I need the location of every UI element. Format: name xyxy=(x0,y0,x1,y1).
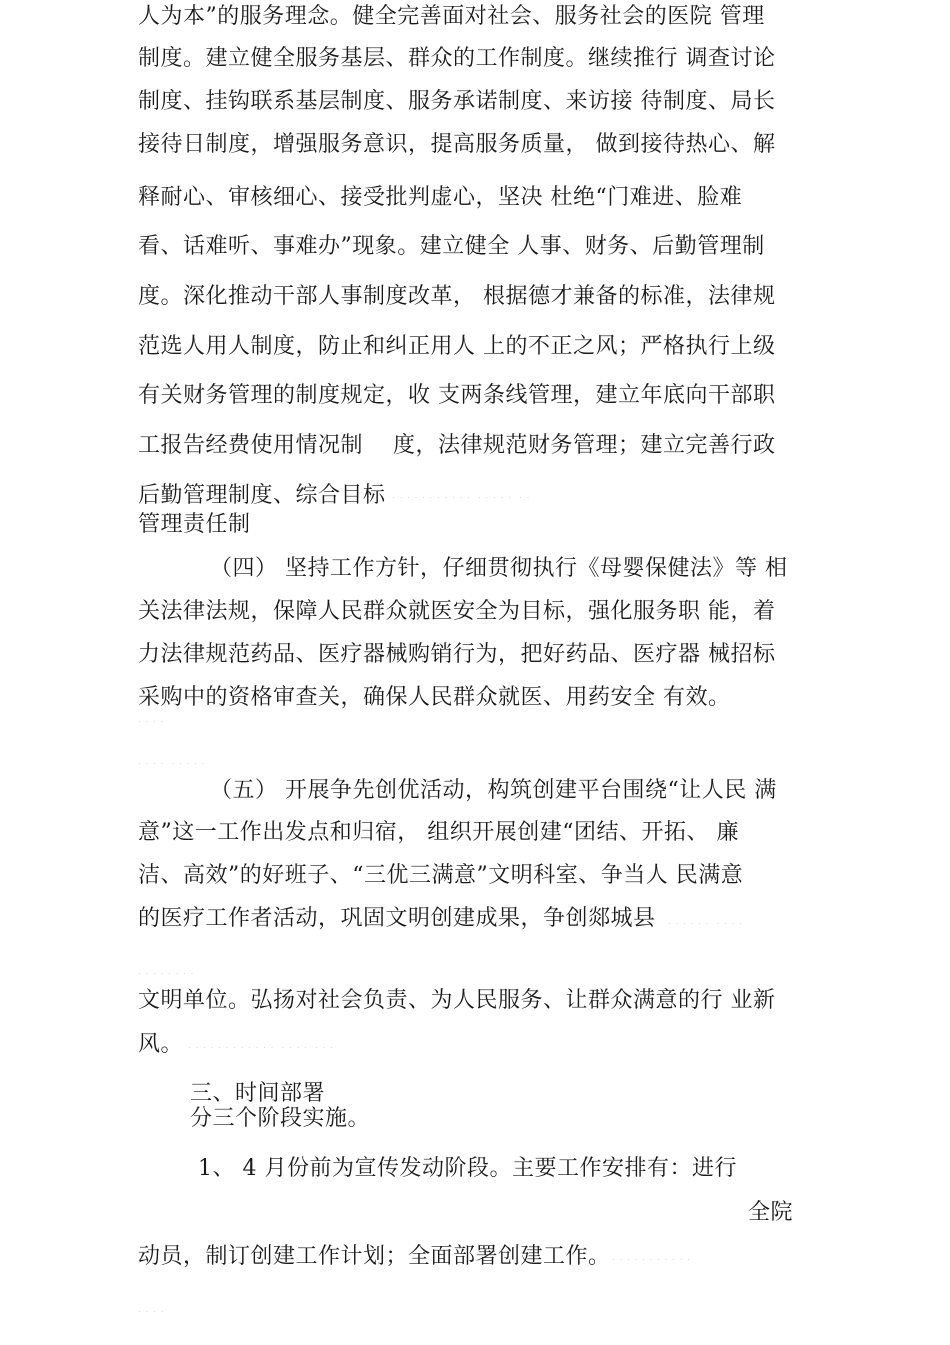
list-item: 1、 4 月份前为宣传发动阶段。主要工作安排有：进行 xyxy=(198,1156,737,1181)
watermark-noise: · · · · · · · · · xyxy=(138,758,206,768)
paragraph-heading-line: （五） 开展争先创优活动，构筑创建平台围绕“让人民 满 xyxy=(210,778,777,803)
text-line: 管理责任制 xyxy=(138,512,251,537)
text-line: 制度、挂钩联系基层制度、服务承诺制度、来访接 待制度、局长 xyxy=(138,89,776,114)
watermark-noise: · · · · · · · · · · · xyxy=(612,1254,691,1264)
text-line: 有关财务管理的制度规定，收 支两条线管理，建立年底向干部职 xyxy=(138,383,776,408)
text-line: 风。 xyxy=(138,1032,184,1057)
text-line: 释耐心、审核细心、接受批判虚心，坚决 杜绝“门难进、脸难 xyxy=(138,185,743,210)
section-heading: 三、时间部署 xyxy=(190,1081,326,1106)
list-item-continuation: 动员，制订创建工作计划；全面部署创建工作。 xyxy=(138,1244,611,1269)
text-line: 关法律法规，保障人民群众就医安全为目标，强化服务职 能，着 xyxy=(138,599,776,624)
text-line: 采购中的资格审查关，确保人民群众就医、用药安全 有效。 xyxy=(138,685,731,710)
watermark-noise: · · · · · · · · · · · · · · · · · · xyxy=(392,492,531,502)
text-line: 范选人用人制度，防止和纠正用人 上的不正之风；严格执行上级 xyxy=(138,334,776,359)
text-line: 的医疗工作者活动，巩固文明创建成果，争创郯城县 xyxy=(138,906,656,931)
section-intro: 分三个阶段实施。 xyxy=(190,1106,371,1131)
list-item-continuation: 全院 xyxy=(748,1200,794,1225)
text-line: 接待日制度，增强服务意识，提高服务质量， 做到接待热心、解 xyxy=(138,132,776,157)
text-line: 文明单位。弘扬对社会负责、为人民服务、让群众满意的行 业新 xyxy=(138,988,776,1013)
watermark-noise: · · · · xyxy=(138,1306,165,1316)
text-line: 意”这一工作出发点和归宿， 组织开展创建“团结、开拓、 廉 xyxy=(138,820,739,845)
text-line: 工报告经费使用情况制 度，法律规范财务管理；建立完善行政 xyxy=(138,433,776,458)
watermark-noise: · · · · · · · · xyxy=(138,968,195,978)
text-line: 度。深化推动干部人事制度改革， 根据德才兼备的标准，法律规 xyxy=(138,284,776,309)
text-line: 看、话难听、事难办”现象。建立健全 人事、财务、后勤管理制 xyxy=(138,234,765,259)
watermark-noise: · · · · · · · · · · xyxy=(668,918,743,928)
text-line: 制度。建立健全服务基层、群众的工作制度。继续推行 调查讨论 xyxy=(138,46,776,71)
watermark-noise: · · · · · · · · · · · · · · · · · · · xyxy=(188,1042,334,1052)
text-line: 后勤管理制度、综合目标 xyxy=(138,483,386,508)
paragraph-heading-line: （四） 坚持工作方针，仔细贯彻执行《母婴保健法》等 相 xyxy=(210,556,788,581)
text-line: 洁、高效”的好班子、“三优三满意”文明科室、争当人 民满意 xyxy=(138,863,744,888)
text-line: 力法律规范药品、医疗器械购销行为，把好药品、医疗器 械招标 xyxy=(138,642,776,667)
text-line: 人为本”的服务理念。健全完善面对社会、服务社会的医院 管理 xyxy=(138,4,765,29)
watermark-noise: · · · · xyxy=(138,716,165,726)
